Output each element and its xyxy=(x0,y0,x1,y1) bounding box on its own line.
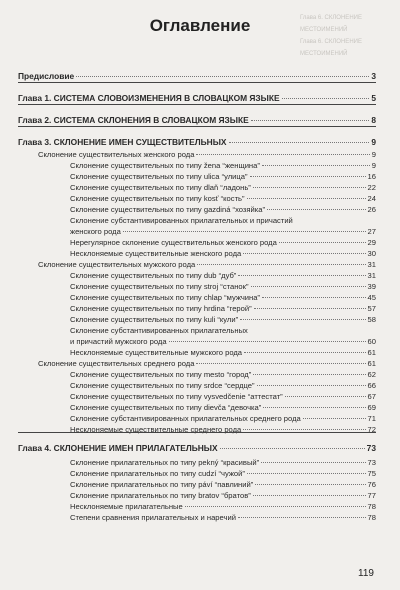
section-rule xyxy=(18,82,376,83)
dot-leader xyxy=(240,319,365,320)
dot-leader xyxy=(267,209,366,210)
entry-title: Глава 2. СИСТЕМА СКЛОНЕНИЯ В СЛОВАЦКОМ ЯЗЫКЕ xyxy=(18,115,249,125)
toc-item-entry xyxy=(70,458,376,467)
ghost-line: Глава 6. СКЛОНЕНИЕ МЕСТОИМЕНИЙ xyxy=(300,15,362,33)
dot-leader xyxy=(247,198,366,199)
entry-page-number: 27 xyxy=(367,227,376,236)
toc-item-entry xyxy=(70,403,376,412)
entry-page-number: 3 xyxy=(371,71,376,81)
dot-leader xyxy=(251,120,370,121)
entry-title: Склонение прилагательных по типу cudzí “чужой” xyxy=(70,469,245,478)
toc-item-entry xyxy=(70,238,376,247)
entry-page-number: 24 xyxy=(367,194,376,203)
entry-page-number: 73 xyxy=(367,458,376,467)
toc-item-entry xyxy=(70,227,376,236)
entry-title: Склонение существительных по типу dub “дуб” xyxy=(70,271,237,280)
section-rule xyxy=(18,126,376,127)
entry-title: Склонение существительных по типу hrdina “герой” xyxy=(70,304,252,313)
entry-page-number: 58 xyxy=(367,315,376,324)
entry-page-number: 71 xyxy=(367,414,376,423)
dot-leader xyxy=(169,341,366,342)
toc-item-entry xyxy=(70,161,376,170)
toc-item-entry xyxy=(70,502,376,511)
entry-title: Склонение прилагательных по типу pekný “красивый” xyxy=(70,458,260,467)
entry-title: Склонение существительных по типу stroj “станок” xyxy=(70,282,249,291)
entry-title: Склонение существительных по типу ulica “улица” xyxy=(70,172,248,181)
entry-page-number: 16 xyxy=(367,172,376,181)
dot-leader xyxy=(238,517,366,518)
dot-leader xyxy=(262,297,366,298)
entry-title: Несклоняемые существительные женского рода xyxy=(70,249,242,258)
entry-page-number: 31 xyxy=(367,260,376,269)
entry-title: Склонение существительных по типу mesto “город” xyxy=(70,370,252,379)
entry-page-number: 39 xyxy=(367,282,376,291)
entry-title: Склонение существительных по типу gazdiná “хозяйка” xyxy=(70,205,266,214)
toc-item-entry xyxy=(70,282,376,291)
entry-page-number: 9 xyxy=(371,161,376,170)
toc-item-entry xyxy=(70,183,376,192)
entry-title: Нерегулярное склонение существительных женского рода xyxy=(70,238,277,247)
toc-item-entry xyxy=(70,271,376,280)
toc-item-entry xyxy=(70,414,376,423)
entry-title: Глава 3. СКЛОНЕНИЕ ИМЕН СУЩЕСТВИТЕЛЬНЫХ xyxy=(18,137,227,147)
toc-item-entry xyxy=(70,172,376,181)
entry-page-number: 78 xyxy=(367,513,376,522)
entry-page-number: 30 xyxy=(367,249,376,258)
toc-section-entry xyxy=(38,150,376,159)
dot-leader xyxy=(229,142,370,143)
entry-page-number: 62 xyxy=(367,370,376,379)
toc-item-entry xyxy=(70,194,376,203)
toc-item-entry xyxy=(70,205,376,214)
dot-leader xyxy=(76,76,369,77)
toc-item-entry xyxy=(70,370,376,379)
entry-page-number: 75 xyxy=(367,469,376,478)
entry-page-number: 66 xyxy=(367,381,376,390)
toc-item-entry xyxy=(70,513,376,522)
entry-title: и причастий мужского рода xyxy=(70,337,167,346)
entry-page-number: 31 xyxy=(367,271,376,280)
dot-leader xyxy=(197,264,365,265)
entry-title: Склонение существительных по типу vysvedčenie “аттестат” xyxy=(70,392,283,401)
entry-page-number: 61 xyxy=(367,359,376,368)
entry-title: Склонение существительных по типу kuli “кули” xyxy=(70,315,239,324)
entry-title: Глава 1. СИСТЕМА СЛОВОИЗМЕНЕНИЯ В СЛОВАЦКОМ ЯЗЫКЕ xyxy=(18,93,280,103)
dot-leader xyxy=(279,242,366,243)
entry-title: Склонение существительных по типу dlaň “ладонь” xyxy=(70,183,251,192)
toc-item-entry xyxy=(70,348,376,357)
dot-leader xyxy=(196,154,369,155)
toc-section-entry xyxy=(38,260,376,269)
toc-item-entry xyxy=(70,326,376,335)
dot-leader xyxy=(123,231,366,232)
entry-page-number: 9 xyxy=(371,137,376,147)
entry-page-number: 60 xyxy=(367,337,376,346)
entry-title: Предисловие xyxy=(18,71,75,81)
dot-leader xyxy=(247,473,366,474)
toc-chapter-entry xyxy=(18,116,376,125)
toc-item-entry xyxy=(70,337,376,346)
dot-leader xyxy=(261,462,365,463)
toc-item-entry xyxy=(70,480,376,489)
entry-page-number: 69 xyxy=(367,403,376,412)
toc-item-entry xyxy=(70,304,376,313)
section-rule xyxy=(18,432,376,433)
entry-title: Несклоняемые существительные мужского рода xyxy=(70,348,243,357)
ghost-line: Глава 6. СКЛОНЕНИЕ МЕСТОИМЕНИЙ xyxy=(300,39,362,57)
page-number: 119 xyxy=(358,568,374,579)
entry-page-number: 77 xyxy=(367,491,376,500)
entry-page-number: 29 xyxy=(367,238,376,247)
toc-item-entry xyxy=(70,491,376,500)
dot-leader xyxy=(253,495,366,496)
entry-page-number: 22 xyxy=(367,183,376,192)
dot-leader xyxy=(196,363,365,364)
page-title: Оглавление xyxy=(149,16,251,35)
entry-title: Склонение существительных среднего рода xyxy=(38,359,195,368)
entry-title: Глава 4. СКЛОНЕНИЕ ИМЕН ПРИЛАГАТЕЛЬНЫХ xyxy=(18,443,218,453)
toc-chapter-entry xyxy=(18,138,376,147)
dot-leader xyxy=(220,448,365,449)
dot-leader xyxy=(243,429,365,430)
dot-leader xyxy=(282,98,370,99)
dot-leader xyxy=(257,385,366,386)
entry-title: Склонение субстантивированных прилагательных среднего рода xyxy=(70,414,301,423)
dot-leader xyxy=(262,165,370,166)
dot-leader xyxy=(250,176,366,177)
entry-page-number: 78 xyxy=(367,502,376,511)
entry-page-number: 26 xyxy=(367,205,376,214)
entry-page-number: 76 xyxy=(367,480,376,489)
entry-page-number: 5 xyxy=(371,93,376,103)
section-rule xyxy=(18,104,376,105)
dot-leader xyxy=(255,484,365,485)
entry-title: Склонение существительных по типу chlap “мужчина” xyxy=(70,293,260,302)
entry-title: Склонение прилагательных по типу bratov “братов” xyxy=(70,491,251,500)
entry-page-number: 73 xyxy=(366,443,376,453)
toc-item-entry xyxy=(70,392,376,401)
toc-item-entry xyxy=(70,315,376,324)
dot-leader xyxy=(251,286,366,287)
dot-leader xyxy=(244,352,366,353)
dot-leader xyxy=(303,418,366,419)
dot-leader xyxy=(253,374,365,375)
entry-title: Склонение существительных по типу dievča “девочка” xyxy=(70,403,262,412)
entry-page-number: 57 xyxy=(367,304,376,313)
toc-item-entry xyxy=(70,469,376,478)
entry-title: Склонение существительных по типу kosť “кость” xyxy=(70,194,245,203)
toc-chapter-entry xyxy=(18,94,376,103)
entry-page-number: 9 xyxy=(371,150,376,159)
toc-item-entry xyxy=(70,293,376,302)
toc-chapter-entry xyxy=(18,444,376,453)
entry-title: женского рода xyxy=(70,227,121,236)
toc-chapter-entry xyxy=(18,72,376,81)
dot-leader xyxy=(243,253,365,254)
entry-page-number: 67 xyxy=(367,392,376,401)
dot-leader xyxy=(185,506,366,507)
entry-title: Склонение прилагательных по типу páví “павлиний” xyxy=(70,480,254,489)
entry-page-number: 45 xyxy=(367,293,376,302)
entry-page-number: 8 xyxy=(371,115,376,125)
entry-title: Склонение существительных по типу žena “женщина” xyxy=(70,161,260,170)
dot-leader xyxy=(285,396,366,397)
toc-item-entry xyxy=(70,249,376,258)
dot-leader xyxy=(253,187,366,188)
dot-leader xyxy=(254,308,366,309)
toc-item-entry xyxy=(70,381,376,390)
entry-page-number: 72 xyxy=(367,425,376,434)
entry-title: Склонение субстантивированных прилагательных и причастий xyxy=(70,216,293,225)
dot-leader xyxy=(263,407,365,408)
entry-title: Склонение существительных женского рода xyxy=(38,150,195,159)
entry-title: Склонение существительных по типу srdce “сердце” xyxy=(70,381,255,390)
toc-section-entry xyxy=(38,359,376,368)
entry-title: Несклоняемые прилагательные xyxy=(70,502,183,511)
entry-page-number: 61 xyxy=(367,348,376,357)
entry-title: Склонение субстантивированных прилагательных xyxy=(70,326,248,335)
dot-leader xyxy=(238,275,365,276)
entry-title: Несклоняемые существительные среднего рода xyxy=(70,425,242,434)
toc-item-entry xyxy=(70,216,376,225)
entry-title: Склонение существительных мужского рода xyxy=(38,260,196,269)
entry-title: Степени сравнения прилагательных и наречий xyxy=(70,513,236,522)
